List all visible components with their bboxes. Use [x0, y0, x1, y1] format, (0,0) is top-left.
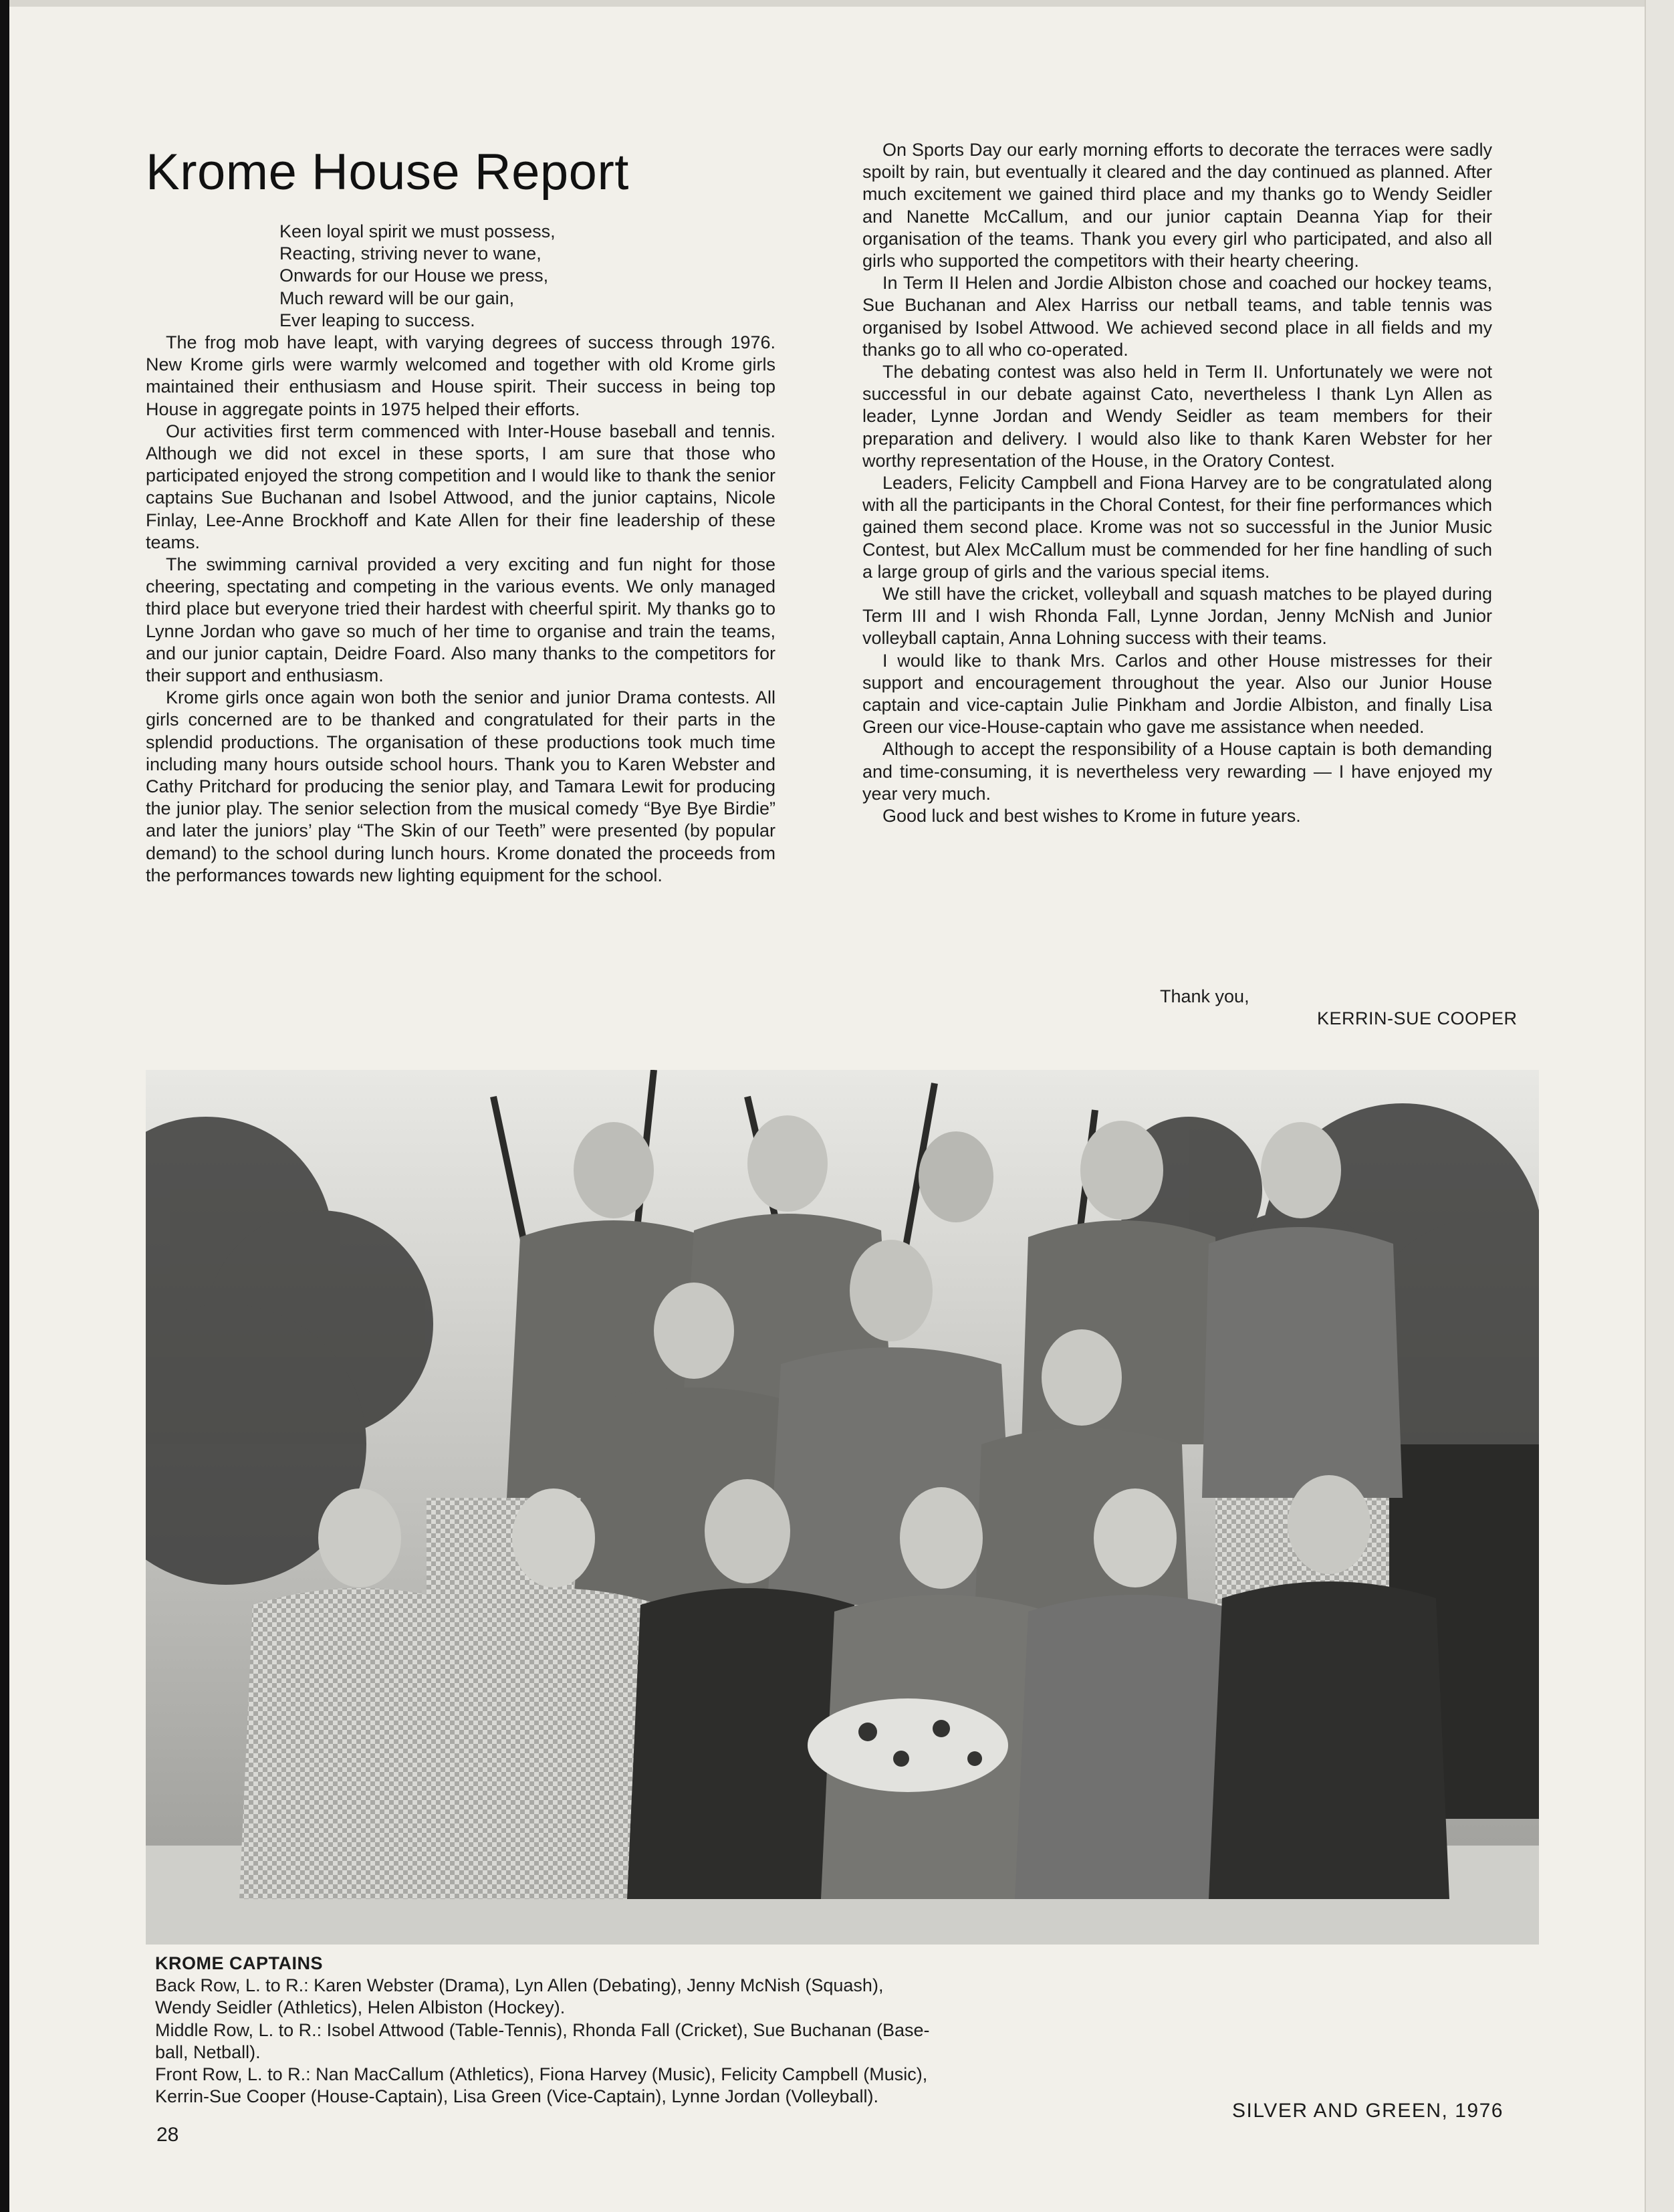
- caption-line: Kerrin-Sue Cooper (House-Captain), Lisa Green (Vice-Captain), Lynne Jordan (Volleyball).: [155, 2086, 879, 2107]
- caption-line: ball, Netball).: [155, 2041, 261, 2062]
- photo-caption: [155, 1953, 1185, 2108]
- left-text-column: [146, 332, 775, 887]
- paragraph: I would like to thank Mrs. Carlos and other House mistresses for their support and encouragement throughout the year. Also our Junior House captain and vice-captain Julie Pinkham and Jordie Albiston, and finally Lisa Green our vice-House-captain who gave me assistance when needed.: [862, 650, 1492, 738]
- author-signature: KERRIN-SUE COOPER: [1317, 1008, 1518, 1028]
- caption-heading: KROME CAPTAINS: [155, 1953, 324, 1973]
- paragraph: Good luck and best wishes to Krome in future years.: [882, 806, 1301, 826]
- paragraph: We still have the cricket, volleyball and squash matches to be played during Term III and I wish Rhonda Fall, Lynne Jordan, Jenny McNish and Junior volleyball captain, Anna Lohning success with their teams.: [862, 584, 1492, 649]
- house-poem: [279, 221, 747, 332]
- caption-line: Middle Row, L. to R.: Isobel Attwood (Table-Tennis), Rhonda Fall (Cricket), Sue Buchanan (Base-: [155, 2019, 930, 2040]
- paragraph: On Sports Day our early morning efforts to decorate the terraces were sadly spoilt by rain, but eventually it cleared and the day continued as planned. After much excitement we gained third place and my thanks go to Wendy Seidler and Nanette McCallum, and our junior captain Deanna Yiap for their organisation of the teams. Thank you every girl who participated, and also all girls who supported the competitors with their hearty cheering.: [862, 140, 1492, 271]
- caption-line: Front Row, L. to R.: Nan MacCallum (Athletics), Fiona Harvey (Music), Felicity Campbell (Music),: [155, 2064, 928, 2085]
- paragraph: Leaders, Felicity Campbell and Fiona Harvey are to be congratulated along with all the participants in the Choral Contest, for their fine performances which gained them second place. Krome was not so successful in the Junior Music Contest, but Alex McCallum must be commended for her fine handling of such a large group of girls and the various special items.: [862, 473, 1492, 582]
- page-right-edge: [1645, 0, 1674, 2212]
- closing-line: Thank you,: [1160, 986, 1249, 1006]
- poem-line: Reacting, striving never to wane,: [279, 243, 542, 264]
- paragraph: Our activities first term commenced with Inter-House baseball and tennis. Although we did not excel in these sports, I am sure that those who participated enjoyed the strong competition and I would like to thank the senior captains Sue Buchanan and Isobel Attwood, and the junior captains, Nicole Finlay, Lee-Anne Brockhoff and Kate Allen for their fine leadership of these teams.: [146, 421, 775, 552]
- article-title: Krome House Report: [146, 144, 629, 201]
- right-text-column: [862, 139, 1492, 827]
- poem-line: Keen loyal spirit we must possess,: [279, 221, 556, 241]
- group-photo-illustration: [146, 1070, 1539, 1945]
- poem-line: Ever leaping to success.: [279, 310, 475, 330]
- page-top-edge: [0, 0, 1674, 7]
- paragraph: Although to accept the responsibility of a House captain is both demanding and time-consuming, it is nevertheless very rewarding — I have enjoyed my year very much.: [862, 739, 1492, 804]
- paragraph: The frog mob have leapt, with varying degrees of success through 1976. New Krome girls were warmly welcomed and together with old Krome girls maintained their enthusiasm and House spirit. Their success in being top House in aggregate points in 1975 helped their efforts.: [146, 332, 775, 419]
- group-photo: [146, 1070, 1539, 1945]
- paragraph: In Term II Helen and Jordie Albiston chose and coached our hockey teams, Sue Buchanan and Alex Harriss our netball teams, and table tennis was organised by Isobel Attwood. We achieved second place in all fields and my thanks go to all who co-operated.: [862, 273, 1492, 360]
- publication-footer: SILVER AND GREEN, 1976: [1232, 2100, 1504, 2122]
- paragraph: The swimming carnival provided a very exciting and fun night for those cheering, spectating and competing in the various events. We only managed third place but everyone tried their hardest with cheerful spirit. My thanks go to Lynne Jordan who gave so much of her time to organise and train the teams, and our junior captain, Deidre Foard. Also many thanks to the competitors for their support and enthusiasm.: [146, 554, 775, 686]
- caption-line: Back Row, L. to R.: Karen Webster (Drama), Lyn Allen (Debating), Jenny McNish (Squash),: [155, 1975, 884, 1996]
- page-number: 28: [156, 2124, 179, 2146]
- paragraph: Krome girls once again won both the senior and junior Drama contests. All girls concerned are to be thanked and congratulated for their parts in the splendid productions. The organisation of these productions took much time including many hours outside school hours. Thank you to Karen Webster and Cathy Pritchard for producing the senior play, and Tamara Lewit for producing the junior play. The senior selection from the musical comedy “Bye Bye Birdie” and later the juniors’ play “The Skin of our Teeth” were presented (by popular demand) to the school during lunch hours. Krome donated the proceeds from the performances towards new lighting equipment for the school.: [146, 687, 775, 885]
- paragraph: The debating contest was also held in Term II. Unfortunately we were not successful in our debate against Cato, nevertheless I thank Lyn Allen as leader, Lynne Jordan and Wendy Seidler as team members for their preparation and delivery. I would also like to thank Karen Webster for her worthy representation of the House, in the Oratory Contest.: [862, 362, 1492, 471]
- page-binding-edge: [0, 0, 9, 2212]
- caption-line: Wendy Seidler (Athletics), Helen Albiston (Hockey).: [155, 1997, 566, 2018]
- poem-line: Much reward will be our gain,: [279, 288, 515, 308]
- poem-line: Onwards for our House we press,: [279, 265, 549, 286]
